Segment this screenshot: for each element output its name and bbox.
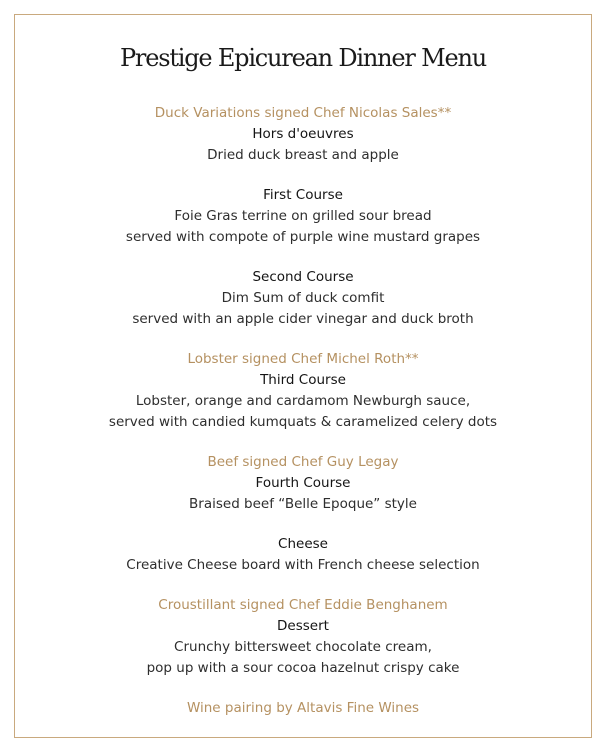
chef-heading-duck: Duck Variations signed Chef Nicolas Sales** bbox=[154, 105, 452, 121]
course-description: Crunchy bittersweet chocolate cream, bbox=[174, 639, 432, 655]
menu-body bbox=[0, 103, 606, 679]
course-description: Braised beef “Belle Epoque” style bbox=[189, 496, 417, 512]
course-description: served with an apple cider vinegar and duck broth bbox=[132, 311, 474, 327]
course-title-first: First Course bbox=[263, 187, 343, 203]
course-description: Dried duck breast and apple bbox=[207, 147, 399, 163]
course-description: Dim Sum of duck comfit bbox=[221, 290, 385, 306]
course-description: Lobster, orange and cardamom Newburgh sauce, bbox=[135, 393, 471, 409]
course-description: pop up with a sour cocoa hazelnut crispy cake bbox=[146, 660, 460, 676]
course-description: Foie Gras terrine on grilled sour bread bbox=[174, 208, 432, 224]
course-title-cheese: Cheese bbox=[278, 536, 328, 552]
course-title-second: Second Course bbox=[252, 269, 354, 285]
course-title-fourth: Fourth Course bbox=[255, 475, 351, 491]
menu-title: Prestige Epicurean Dinner Menu bbox=[119, 44, 486, 72]
course-title-dessert: Dessert bbox=[277, 618, 329, 634]
chef-heading-croustillant: Croustillant signed Chef Eddie Benghanem bbox=[158, 597, 448, 613]
course-description: served with candied kumquats & caramelized celery dots bbox=[108, 414, 498, 430]
wine-pairing-note: Wine pairing by Altavis Fine Wines bbox=[186, 700, 420, 716]
course-title-hors-doeuvres: Hors d'oeuvres bbox=[252, 126, 354, 142]
course-description: served with compote of purple wine mustard grapes bbox=[125, 229, 481, 245]
course-description: Creative Cheese board with French cheese selection bbox=[126, 557, 480, 573]
course-title-third: Third Course bbox=[260, 372, 346, 388]
chef-heading-beef: Beef signed Chef Guy Legay bbox=[207, 454, 399, 470]
chef-heading-lobster: Lobster signed Chef Michel Roth** bbox=[187, 351, 419, 367]
